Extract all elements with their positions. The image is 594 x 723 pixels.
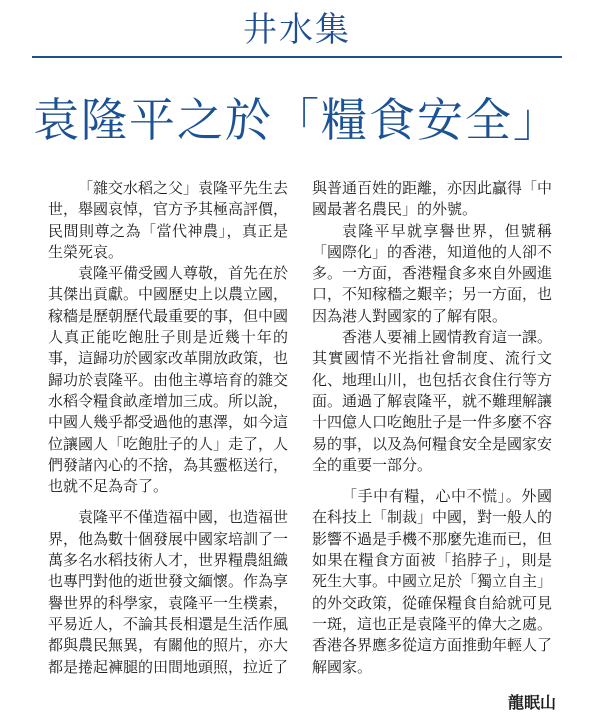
column-title: 井水集 xyxy=(243,10,351,50)
body-paragraph: 「雜交水稻之父」袁隆平先生去世，舉國哀悼，官方予其極高評價，民間則尊之為「當代神農」，真正是生榮死哀。 xyxy=(48,179,289,261)
body-paragraph: 袁隆平不僅造福中國，也造福世界，他為數十個發展中國家培訓了一萬多名水稻技術人才，世界糧農組織也專門對他的逝世發文緬懷。作為享譽世界的科學家，袁隆平一生樸素，平易近人，不論其長相還是生活作風都與農民無異，有關他的照片，亦大都是捲起褲腿的田間地頭照，拉近了 xyxy=(48,508,289,676)
body-paragraph: 「手中有糧，心中不慌」。外國在科技上「制裁」中國，對一般人的影響不過是手機不那麼先進而已，但如果在糧食方面被「掐脖子」，則是死生大事。中國立足於「獨立自主」的外交政策，從確保糧食自給就可見一斑，這也正是袁隆平的偉大之處。香港各界應多從這方面推動年輕人了解國家。 xyxy=(312,487,553,676)
title-divider xyxy=(32,56,562,58)
body-paragraph: 袁隆平早就享譽世界，但號稱「國際化」的香港，知道他的人卻不多。一方面，香港糧食多來自外國進口，不知稼穡之艱辛；另一方面，也因為港人對國家的了解有限。 xyxy=(312,221,553,325)
article-body-right-column xyxy=(312,178,552,678)
article-headline: 袁隆平之於「糧食安全」 xyxy=(33,93,561,147)
author-byline: 龍眠山 xyxy=(508,693,557,712)
body-paragraph: 與普通百姓的距離，亦因此贏得「中國最著名農民」的外號。 xyxy=(312,179,553,219)
body-paragraph: 袁隆平備受國人尊敬，首先在於其傑出貢獻。中國歷史上以農立國，稼穡是歷朝歷代最重要的事，但中國人真正能吃飽肚子則是近幾十年的事，這歸功於國家改革開放政策，也歸功於袁隆平。由他主導培育的雜交水稻令糧食畝產增加三成。所以說，中國人幾乎都受過他的惠澤，如今這位讓國人「吃飽肚子的人」走了，人們發諸內心的不捨，為其靈柩送行，也就不足為奇了。 xyxy=(48,264,289,496)
body-paragraph: 香港人要補上國情教育這一課。其實國情不光指社會制度、流行文化、地理山川，也包括衣食住行等方面。通過了解袁隆平，就不難理解讓十四億人口吃飽肚子是一件多麼不容易的事，以及為何糧食安全是國家安全的重要一部分。 xyxy=(312,328,553,474)
article-body-left-column xyxy=(48,178,288,678)
